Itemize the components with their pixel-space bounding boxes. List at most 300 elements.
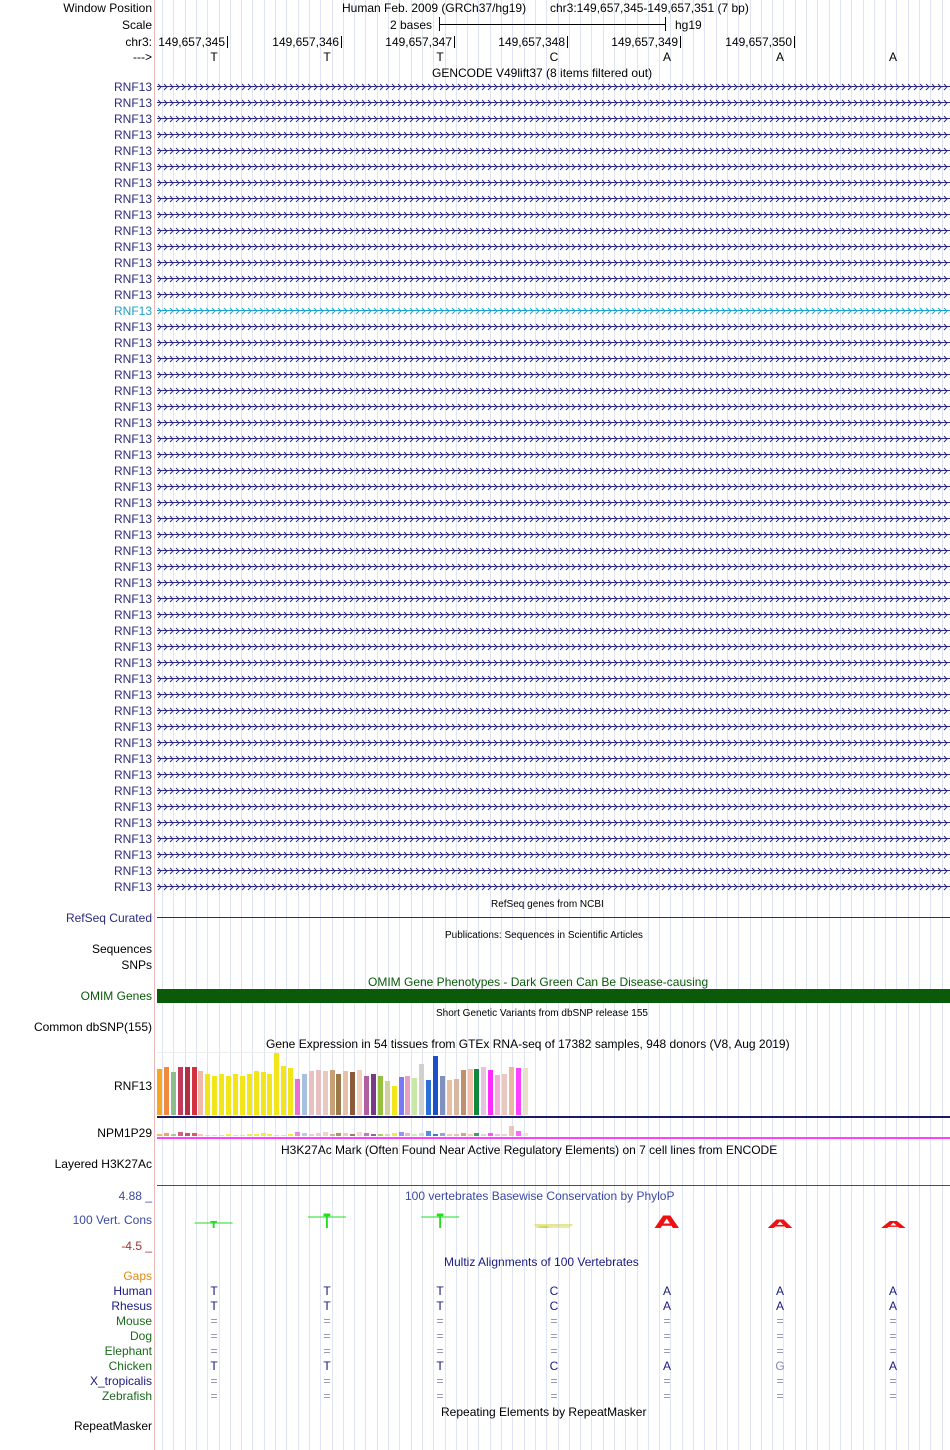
- gencode-gene-label[interactable]: RNF13: [113, 608, 152, 622]
- gencode-gene-label[interactable]: RNF13: [113, 592, 152, 606]
- multiz-base: =: [663, 1389, 671, 1403]
- gtex-tissue-bar[interactable]: [336, 1074, 341, 1115]
- multiz-species-label[interactable]: Elephant: [104, 1344, 152, 1358]
- gencode-transcript-line[interactable]: [157, 531, 950, 539]
- multiz-species-label[interactable]: Rhesus: [111, 1299, 152, 1313]
- multiz-base: =: [323, 1389, 331, 1403]
- multiz-base: =: [323, 1314, 331, 1328]
- transcript-axis: [157, 838, 950, 839]
- gtex-bar-top-guide: [157, 1052, 533, 1053]
- gtex-tissue-bar[interactable]: [261, 1133, 266, 1136]
- multiz-species-label[interactable]: Zebrafish: [101, 1389, 152, 1403]
- gtex-tissue-bar[interactable]: [302, 1133, 307, 1136]
- gencode-gene-label[interactable]: RNF13: [113, 96, 152, 110]
- gtex-tissue-bar[interactable]: [247, 1134, 252, 1136]
- gencode-transcript-line[interactable]: [157, 547, 950, 555]
- gencode-gene-label[interactable]: RNF13: [113, 192, 152, 206]
- gtex-track-title[interactable]: Gene Expression in 54 tissues from GTEx RNA-seq of 17382 samples, 948 donors (V8, Aug 2019): [266, 1037, 790, 1051]
- gencode-gene-label[interactable]: RNF13: [113, 704, 152, 718]
- transcript-axis: [157, 582, 950, 583]
- gtex-tissue-bar[interactable]: [495, 1075, 500, 1115]
- gencode-transcript-line[interactable]: [157, 499, 950, 507]
- gtex-tissue-bar[interactable]: [502, 1074, 507, 1115]
- gtex-tissue-bar[interactable]: [509, 1067, 514, 1115]
- gtex-tissue-bar[interactable]: [495, 1134, 500, 1136]
- gencode-transcript-line[interactable]: [157, 723, 950, 731]
- gtex-tissue-bar[interactable]: [309, 1071, 314, 1115]
- gencode-transcript-line[interactable]: [157, 803, 950, 811]
- transcript-axis: [157, 214, 950, 215]
- gencode-transcript-line[interactable]: [157, 227, 950, 235]
- gtex-tissue-bar[interactable]: [523, 1133, 528, 1136]
- gtex-tissue-bar[interactable]: [474, 1069, 479, 1115]
- gtex-tissue-bar[interactable]: [385, 1134, 390, 1136]
- multiz-base: =: [323, 1344, 331, 1358]
- gencode-transcript-line[interactable]: [157, 707, 950, 715]
- multiz-base: =: [889, 1344, 897, 1358]
- gtex-tissue-bar[interactable]: [281, 1066, 286, 1115]
- publications-label-sequences[interactable]: Sequences: [91, 942, 152, 956]
- gencode-gene-label[interactable]: RNF13: [113, 288, 152, 302]
- gencode-gene-label[interactable]: RNF13: [113, 320, 152, 334]
- gencode-gene-label[interactable]: RNF13: [113, 480, 152, 494]
- gencode-gene-label[interactable]: RNF13: [113, 784, 152, 798]
- gencode-gene-label[interactable]: RNF13: [113, 544, 152, 558]
- transcript-axis: [157, 150, 950, 151]
- gencode-transcript-line[interactable]: [157, 243, 950, 251]
- gencode-transcript-line[interactable]: [157, 131, 950, 139]
- multiz-species-label[interactable]: X_tropicalis: [89, 1374, 152, 1388]
- gencode-gene-label[interactable]: RNF13: [113, 512, 152, 526]
- gtex-tissue-bar[interactable]: [371, 1134, 376, 1136]
- repeatmasker-label[interactable]: RepeatMasker: [73, 1419, 152, 1433]
- gencode-transcript-line[interactable]: [157, 851, 950, 859]
- gencode-transcript-line[interactable]: [157, 403, 950, 411]
- gtex-tissue-bar[interactable]: [261, 1072, 266, 1115]
- gencode-transcript-line[interactable]: [157, 595, 950, 603]
- multiz-base: =: [776, 1344, 784, 1358]
- gencode-gene-label[interactable]: RNF13: [113, 832, 152, 846]
- refseq-label[interactable]: RefSeq Curated: [65, 911, 152, 925]
- gencode-transcript-line[interactable]: [157, 451, 950, 459]
- gtex-tissue-bar[interactable]: [336, 1133, 341, 1136]
- gtex-tissue-bar[interactable]: [440, 1076, 445, 1115]
- gencode-gene-label[interactable]: RNF13: [113, 640, 152, 654]
- gencode-gene-label[interactable]: RNF13: [113, 672, 152, 686]
- transcript-axis: [157, 534, 950, 535]
- phylop-letter: C: [532, 1225, 575, 1229]
- omim-track-title[interactable]: OMIM Gene Phenotypes - Dark Green Can Be Disease-causing: [368, 975, 709, 989]
- gencode-gene-label[interactable]: RNF13: [113, 752, 152, 766]
- gencode-gene-label[interactable]: RNF13: [113, 816, 152, 830]
- gencode-gene-label[interactable]: RNF13: [113, 448, 152, 462]
- transcript-axis: [157, 742, 950, 743]
- gtex-tissue-bar[interactable]: [419, 1064, 424, 1115]
- phylop-score-mark: [533, 1225, 574, 1229]
- transcript-axis: [157, 694, 950, 695]
- gtex-tissue-bar[interactable]: [178, 1132, 183, 1136]
- gtex-tissue-bar[interactable]: [198, 1134, 203, 1136]
- gtex-tissue-bar[interactable]: [516, 1131, 521, 1136]
- multiz-base: C: [549, 1284, 559, 1298]
- gtex-tissue-bar[interactable]: [350, 1072, 355, 1115]
- gencode-gene-label[interactable]: RNF13: [113, 112, 152, 126]
- gencode-gene-label[interactable]: RNF13: [113, 624, 152, 638]
- transcript-axis: [157, 198, 950, 199]
- gtex-tissue-bar[interactable]: [233, 1074, 238, 1115]
- gtex-tissue-bar[interactable]: [295, 1132, 300, 1136]
- gtex-tissue-bar[interactable]: [364, 1076, 369, 1115]
- gtex-tissue-bar[interactable]: [461, 1133, 466, 1136]
- gtex-tissue-bar[interactable]: [226, 1076, 231, 1115]
- gencode-transcript-line[interactable]: [157, 755, 950, 763]
- gtex-tissue-bar[interactable]: [357, 1132, 362, 1136]
- gtex-tissue-bar[interactable]: [447, 1134, 452, 1136]
- phylop-letter: T: [436, 1210, 444, 1234]
- multiz-species-label[interactable]: Dog: [129, 1329, 152, 1343]
- gtex-tissue-bar[interactable]: [309, 1134, 314, 1136]
- gencode-gene-label[interactable]: RNF13: [113, 160, 152, 174]
- refseq-track-title[interactable]: RefSeq genes from NCBI: [491, 899, 604, 910]
- gencode-transcript-line[interactable]: [157, 515, 950, 523]
- gencode-transcript-line[interactable]: [157, 819, 950, 827]
- gtex-gene1-line: [157, 1116, 950, 1118]
- gencode-transcript-line[interactable]: [157, 259, 950, 267]
- gtex-tissue-bar[interactable]: [157, 1069, 162, 1115]
- gencode-gene-label[interactable]: RNF13: [113, 496, 152, 510]
- gencode-gene-label[interactable]: RNF13: [113, 272, 152, 286]
- phylop-max-label: 4.88 _: [118, 1189, 152, 1203]
- multiz-base: C: [549, 1299, 559, 1313]
- gencode-gene-label[interactable]: RNF13: [113, 880, 152, 894]
- gencode-gene-label[interactable]: RNF13: [113, 368, 152, 382]
- gencode-gene-label[interactable]: RNF13: [113, 688, 152, 702]
- gencode-transcript-line[interactable]: [157, 115, 950, 123]
- gtex-tissue-bar[interactable]: [502, 1134, 507, 1136]
- gtex-tissue-bar[interactable]: [171, 1134, 176, 1136]
- transcript-axis: [157, 614, 950, 615]
- gtex-tissue-bar[interactable]: [295, 1079, 300, 1115]
- gencode-transcript-line[interactable]: [157, 675, 950, 683]
- transcript-axis: [157, 454, 950, 455]
- h3k27ac-track-title[interactable]: H3K27Ac Mark (Often Found Near Active Regulatory Elements) on 7 cell lines from ENCODE: [281, 1143, 778, 1157]
- gencode-transcript-line[interactable]: [157, 355, 950, 363]
- gencode-transcript-line[interactable]: [157, 211, 950, 219]
- gtex-tissue-bar[interactable]: [357, 1070, 362, 1115]
- gencode-gene-label[interactable]: RNF13: [113, 304, 152, 318]
- gtex-tissue-bar[interactable]: [488, 1133, 493, 1136]
- gencode-transcript-line[interactable]: [157, 99, 950, 107]
- gencode-gene-label[interactable]: RNF13: [113, 128, 152, 142]
- gencode-transcript-line[interactable]: [157, 835, 950, 843]
- gtex-tissue-bar[interactable]: [274, 1135, 279, 1136]
- gencode-gene-label[interactable]: RNF13: [113, 224, 152, 238]
- gtex-tissue-bar[interactable]: [240, 1135, 245, 1136]
- gtex-tissue-bar[interactable]: [316, 1133, 321, 1136]
- gtex-tissue-bar[interactable]: [488, 1070, 493, 1115]
- gencode-gene-label[interactable]: RNF13: [113, 576, 152, 590]
- gtex-tissue-bar[interactable]: [405, 1133, 410, 1136]
- gtex-tissue-bar[interactable]: [350, 1134, 355, 1136]
- multiz-base: =: [210, 1374, 218, 1388]
- dbsnp-track-title[interactable]: Short Genetic Variants from dbSNP release 155: [436, 1008, 648, 1019]
- repeatmasker-track-title[interactable]: Repeating Elements by RepeatMasker: [441, 1405, 647, 1419]
- gtex-tissue-bar[interactable]: [454, 1134, 459, 1136]
- transcript-axis: [157, 774, 950, 775]
- transcript-axis: [157, 502, 950, 503]
- gencode-gene-label[interactable]: RNF13: [113, 256, 152, 270]
- gtex-tissue-bar[interactable]: [233, 1135, 238, 1136]
- gtex-tissue-bar[interactable]: [192, 1133, 197, 1136]
- gencode-transcript-line[interactable]: [157, 691, 950, 699]
- transcript-axis: [157, 310, 950, 311]
- gtex-tissue-bar[interactable]: [212, 1135, 217, 1136]
- gencode-transcript-line[interactable]: [157, 483, 950, 491]
- gencode-gene-label[interactable]: RNF13: [113, 848, 152, 862]
- gencode-transcript-line[interactable]: [157, 883, 950, 891]
- gtex-gene2-label[interactable]: NPM1P29: [97, 1126, 152, 1140]
- gencode-gene-label[interactable]: RNF13: [113, 176, 152, 190]
- gtex-tissue-bar[interactable]: [164, 1133, 169, 1136]
- scale-label: Scale: [121, 18, 152, 32]
- gtex-tissue-bar[interactable]: [426, 1080, 431, 1115]
- gencode-gene-label[interactable]: RNF13: [113, 416, 152, 430]
- gencode-transcript-line[interactable]: [157, 467, 950, 475]
- gencode-transcript-line[interactable]: [157, 739, 950, 747]
- gtex-tissue-bar[interactable]: [468, 1069, 473, 1115]
- gencode-gene-label[interactable]: RNF13: [113, 80, 152, 94]
- gtex-tissue-bar[interactable]: [288, 1068, 293, 1115]
- gtex-tissue-bar[interactable]: [509, 1126, 514, 1136]
- gtex-tissue-bar[interactable]: [212, 1076, 217, 1115]
- gtex-tissue-bar[interactable]: [371, 1074, 376, 1115]
- gencode-transcript-line[interactable]: [157, 867, 950, 875]
- gencode-transcript-line[interactable]: [157, 611, 950, 619]
- gencode-transcript-line[interactable]: [157, 339, 950, 347]
- transcript-axis: [157, 646, 950, 647]
- gtex-tissue-bar[interactable]: [323, 1132, 328, 1136]
- gencode-gene-label[interactable]: RNF13: [113, 208, 152, 222]
- multiz-base: =: [550, 1329, 558, 1343]
- gencode-gene-label[interactable]: RNF13: [113, 736, 152, 750]
- multiz-base: =: [436, 1314, 444, 1328]
- gtex-tissue-bar[interactable]: [288, 1134, 293, 1136]
- gtex-tissue-bar[interactable]: [454, 1079, 459, 1115]
- gtex-tissue-bar[interactable]: [240, 1076, 245, 1115]
- gencode-gene-label[interactable]: RNF13: [113, 720, 152, 734]
- gtex-tissue-bar[interactable]: [198, 1071, 203, 1115]
- gencode-transcript-line[interactable]: [157, 323, 950, 331]
- gencode-gene-label[interactable]: RNF13: [113, 336, 152, 350]
- gencode-transcript-line[interactable]: [157, 179, 950, 187]
- phylop-track-title[interactable]: 100 vertebrates Basewise Conservation by PhyloP: [405, 1189, 675, 1203]
- gtex-tissue-bar[interactable]: [447, 1080, 452, 1115]
- multiz-track-title[interactable]: Multiz Alignments of 100 Vertebrates: [444, 1255, 639, 1269]
- multiz-base: T: [323, 1299, 331, 1313]
- gencode-gene-label[interactable]: RNF13: [113, 800, 152, 814]
- multiz-species-label[interactable]: Human: [113, 1284, 152, 1298]
- reference-base: A: [888, 50, 897, 64]
- gencode-transcript-line[interactable]: [157, 147, 950, 155]
- transcript-axis: [157, 438, 950, 439]
- publications-track-title[interactable]: Publications: Sequences in Scientific Articles: [445, 930, 643, 941]
- transcript-axis: [157, 662, 950, 663]
- gencode-gene-label[interactable]: RNF13: [113, 432, 152, 446]
- gtex-tissue-bar[interactable]: [419, 1133, 424, 1136]
- gencode-transcript-line[interactable]: [157, 643, 950, 651]
- gtex-tissue-bar[interactable]: [343, 1071, 348, 1115]
- gencode-gene-label[interactable]: RNF13: [113, 560, 152, 574]
- gtex-tissue-bar[interactable]: [254, 1134, 259, 1136]
- gencode-gene-label[interactable]: RNF13: [113, 656, 152, 670]
- omim-label[interactable]: OMIM Genes: [80, 989, 152, 1003]
- gencode-transcript-line[interactable]: [157, 579, 950, 587]
- gtex-tissue-bar[interactable]: [343, 1133, 348, 1136]
- gencode-transcript-line[interactable]: [157, 659, 950, 667]
- gencode-transcript-line[interactable]: [157, 787, 950, 795]
- gtex-tissue-bar[interactable]: [516, 1068, 521, 1115]
- gencode-transcript-line[interactable]: [157, 195, 950, 203]
- multiz-base: A: [775, 1299, 784, 1313]
- multiz-base: =: [776, 1314, 784, 1328]
- gencode-transcript-line[interactable]: [157, 771, 950, 779]
- gtex-tissue-bar[interactable]: [378, 1134, 383, 1136]
- coord-label: 149,657,345: [158, 35, 225, 49]
- gtex-tissue-bar[interactable]: [164, 1067, 169, 1115]
- gtex-tissue-bar[interactable]: [481, 1067, 486, 1115]
- coord-label: 149,657,348: [498, 35, 565, 49]
- gtex-tissue-bar[interactable]: [523, 1068, 528, 1115]
- coord-tick: [680, 36, 681, 48]
- gtex-tissue-bar[interactable]: [468, 1134, 473, 1136]
- transcript-axis: [157, 678, 950, 679]
- gtex-tissue-bar[interactable]: [178, 1067, 183, 1115]
- omim-gene-bar[interactable]: [157, 989, 950, 1003]
- multiz-species-label[interactable]: Mouse: [115, 1314, 152, 1328]
- gtex-tissue-bar[interactable]: [247, 1074, 252, 1115]
- multiz-base: =: [436, 1344, 444, 1358]
- phylop-label[interactable]: 100 Vert. Cons: [72, 1213, 152, 1227]
- gtex-tissue-bar[interactable]: [171, 1072, 176, 1115]
- gtex-tissue-bar[interactable]: [192, 1067, 197, 1115]
- dbsnp-label[interactable]: Common dbSNP(155): [33, 1020, 152, 1034]
- gencode-gene-label[interactable]: RNF13: [113, 352, 152, 366]
- gtex-tissue-bar[interactable]: [185, 1067, 190, 1115]
- gtex-tissue-bar[interactable]: [399, 1132, 404, 1136]
- coord-tick: [794, 36, 795, 48]
- gtex-tissue-bar[interactable]: [481, 1134, 486, 1136]
- gtex-tissue-bar[interactable]: [219, 1135, 224, 1136]
- gtex-tissue-bar[interactable]: [378, 1076, 383, 1115]
- gtex-tissue-bar[interactable]: [433, 1134, 438, 1136]
- gencode-transcript-line[interactable]: [157, 275, 950, 283]
- gencode-gene-label[interactable]: RNF13: [113, 384, 152, 398]
- gencode-transcript-line[interactable]: [157, 163, 950, 171]
- multiz-base: =: [550, 1344, 558, 1358]
- gtex-tissue-bar[interactable]: [157, 1134, 162, 1136]
- gtex-tissue-bar[interactable]: [226, 1134, 231, 1136]
- gencode-transcript-line[interactable]: [157, 387, 950, 395]
- multiz-base: A: [888, 1299, 897, 1313]
- gtex-tissue-bar[interactable]: [426, 1131, 431, 1136]
- multiz-base: =: [323, 1374, 331, 1388]
- gtex-tissue-bar[interactable]: [330, 1134, 335, 1136]
- gtex-tissue-bar[interactable]: [267, 1074, 272, 1115]
- gencode-transcript-line[interactable]: [157, 419, 950, 427]
- phylop-plot[interactable]: [157, 1205, 950, 1240]
- gencode-gene-label[interactable]: RNF13: [113, 528, 152, 542]
- gtex-tissue-bar[interactable]: [267, 1134, 272, 1136]
- gtex-tissue-bar[interactable]: [364, 1133, 369, 1136]
- gencode-transcript-line[interactable]: [157, 627, 950, 635]
- reference-base: T: [436, 50, 444, 64]
- gtex-tissue-bar[interactable]: [399, 1077, 404, 1115]
- transcript-axis: [157, 822, 950, 823]
- transcript-axis: [157, 854, 950, 855]
- gencode-transcript-line[interactable]: [157, 307, 950, 315]
- gtex-tissue-bar[interactable]: [205, 1074, 210, 1115]
- refseq-gene-line[interactable]: [157, 917, 950, 918]
- multiz-base: =: [889, 1329, 897, 1343]
- transcript-axis: [157, 358, 950, 359]
- gtex-tissue-bar[interactable]: [330, 1070, 335, 1115]
- gencode-transcript-line[interactable]: [157, 291, 950, 299]
- gtex-tissue-bar[interactable]: [474, 1133, 479, 1136]
- gtex-tissue-bar[interactable]: [316, 1070, 321, 1115]
- gtex-tissue-bar[interactable]: [281, 1135, 286, 1136]
- gtex-tissue-bar[interactable]: [405, 1076, 410, 1115]
- gencode-gene-label[interactable]: RNF13: [113, 768, 152, 782]
- gtex-tissue-bar[interactable]: [274, 1053, 279, 1115]
- gencode-track-title[interactable]: GENCODE V49lift37 (8 items filtered out): [432, 66, 653, 80]
- multiz-base: G: [775, 1359, 785, 1373]
- h3k27ac-label[interactable]: Layered H3K27Ac: [54, 1157, 152, 1171]
- gencode-transcript-line[interactable]: [157, 435, 950, 443]
- coord-tick: [227, 36, 228, 48]
- gtex-tissue-bar[interactable]: [433, 1056, 438, 1115]
- gtex-tissue-bar[interactable]: [185, 1133, 190, 1136]
- gtex-tissue-bar[interactable]: [385, 1081, 390, 1115]
- gtex-tissue-bar[interactable]: [205, 1135, 210, 1136]
- gtex-tissue-bar[interactable]: [392, 1086, 397, 1115]
- gtex-tissue-bar[interactable]: [461, 1070, 466, 1115]
- reference-base: A: [775, 50, 784, 64]
- gencode-transcript-line[interactable]: [157, 563, 950, 571]
- gencode-gene-label[interactable]: RNF13: [113, 240, 152, 254]
- gencode-transcript-line[interactable]: [157, 83, 950, 91]
- publications-label-snps[interactable]: SNPs: [121, 958, 152, 972]
- gtex-gene1-label[interactable]: RNF13: [113, 1079, 152, 1093]
- window-position-label: Window Position: [63, 1, 152, 15]
- gtex-tissue-bar[interactable]: [440, 1133, 445, 1136]
- gencode-gene-label[interactable]: RNF13: [113, 464, 152, 478]
- transcript-axis: [157, 422, 950, 423]
- gtex-tissue-bar[interactable]: [392, 1133, 397, 1136]
- transcript-axis: [157, 806, 950, 807]
- position-readout[interactable]: chr3:149,657,345-149,657,351 (7 bp): [550, 1, 749, 15]
- gtex-tissue-bar[interactable]: [254, 1071, 259, 1115]
- gencode-gene-label[interactable]: RNF13: [113, 864, 152, 878]
- gencode-transcript-line[interactable]: [157, 371, 950, 379]
- gtex-tissue-bar[interactable]: [412, 1134, 417, 1136]
- gtex-tissue-bar[interactable]: [219, 1074, 224, 1115]
- gencode-gene-label[interactable]: RNF13: [113, 400, 152, 414]
- gencode-gene-label[interactable]: RNF13: [113, 144, 152, 158]
- gtex-tissue-bar[interactable]: [412, 1078, 417, 1115]
- gtex-tissue-bar[interactable]: [302, 1074, 307, 1115]
- multiz-species-label[interactable]: Chicken: [108, 1359, 152, 1373]
- gtex-tissue-bar[interactable]: [323, 1071, 328, 1115]
